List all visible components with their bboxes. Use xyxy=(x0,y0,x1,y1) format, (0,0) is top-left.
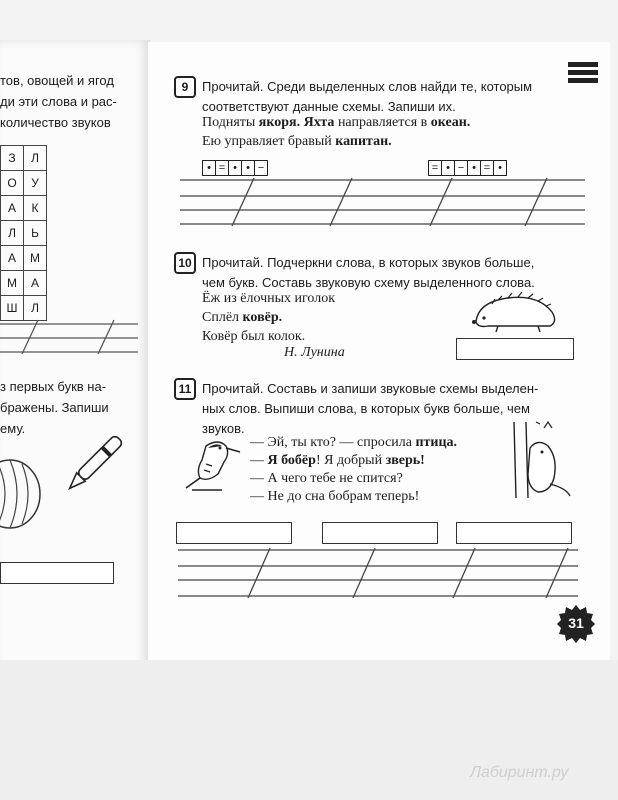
poem-line xyxy=(202,309,442,327)
task11-dialogue xyxy=(250,434,500,506)
sound-scheme-2 xyxy=(428,160,507,176)
instruction-line: звуков. xyxy=(202,421,245,436)
text-part: ! Я добрый xyxy=(315,453,386,468)
dialogue-line xyxy=(250,452,500,470)
left-text-line: ему. xyxy=(0,421,26,436)
highlighted-word: зверь! xyxy=(385,453,425,468)
highlighted-word: капитан. xyxy=(335,134,392,149)
task9-sentence xyxy=(202,114,582,132)
grid-cell: О xyxy=(1,171,24,196)
scheme-cell: • xyxy=(468,161,481,175)
task-number-10: 10 xyxy=(174,252,196,274)
highlighted-word: ковёр. xyxy=(242,310,283,325)
grid-cell: Ь xyxy=(24,221,47,246)
woodpecker-illustration xyxy=(178,430,244,496)
task11-writing-lines[interactable] xyxy=(178,544,588,602)
grid-cell: А xyxy=(1,246,24,271)
text-part: — xyxy=(250,453,268,468)
instruction-line: ных слов. Выпиши слова, в которых букв больше, чем xyxy=(202,401,530,416)
dialogue-line: — Не до сна бобрам теперь! xyxy=(250,489,420,504)
task9-sentence xyxy=(202,133,582,151)
grid-cell: К xyxy=(24,196,47,221)
text-part: направляется в xyxy=(334,115,431,130)
sound-scheme-1 xyxy=(202,160,268,176)
dialogue-line xyxy=(250,434,500,452)
scheme-cell: = xyxy=(216,161,229,175)
scheme-cell: • xyxy=(242,161,255,175)
task10-poem xyxy=(202,290,442,346)
task9-text xyxy=(202,114,582,151)
instruction-line: чем букв. Составь звуковую схему выделенного слова. xyxy=(202,275,535,290)
text-part: Ею управляет бравый xyxy=(202,134,336,149)
scheme-cell: • xyxy=(229,161,242,175)
grid-cell: Л xyxy=(24,296,47,321)
grid-cell: Л xyxy=(1,221,24,246)
grid-cell: У xyxy=(24,171,47,196)
highlighted-word: птица. xyxy=(415,435,458,450)
poem-line: Ковёр был колок. xyxy=(202,329,306,344)
left-writing-lines xyxy=(0,312,140,364)
answer-box[interactable] xyxy=(176,522,292,544)
left-page-text-bottom xyxy=(0,378,148,437)
text-part: Сплёл xyxy=(202,310,243,325)
answer-box[interactable] xyxy=(456,522,572,544)
grid-cell: Л xyxy=(24,146,47,171)
instruction-line: Прочитай. Среди выделенных слов найди те, которым xyxy=(202,79,533,94)
watermark-text: Лабиринт.ру xyxy=(470,764,569,781)
instruction-line: Прочитай. Подчеркни слова, в которых звуков больше, xyxy=(202,255,535,270)
scheme-cell: • xyxy=(498,162,502,174)
watermelon-illustration xyxy=(0,452,48,532)
answer-box[interactable] xyxy=(0,562,114,584)
task9-writing-lines[interactable] xyxy=(180,176,590,228)
left-text-line: бражены. Запиши xyxy=(0,400,109,415)
scheme-cell: − xyxy=(257,162,265,174)
scheme-cell: = xyxy=(429,161,442,175)
highlighted-word: океан. xyxy=(430,115,471,130)
task-number-11: 11 xyxy=(174,378,196,400)
dialogue-line: — А чего тебе не спится? xyxy=(250,471,403,486)
grid-cell: М xyxy=(1,271,24,296)
pen-illustration xyxy=(58,430,128,500)
task-number-9: 9 xyxy=(174,76,196,98)
left-text-line: з первых букв на- xyxy=(0,379,107,394)
task9-instruction xyxy=(202,78,582,115)
page-number: 31 xyxy=(568,615,584,631)
task10-instruction xyxy=(202,254,592,291)
grid-cell: А xyxy=(1,196,24,221)
grid-cell: Ш xyxy=(1,296,24,321)
left-page-text-top xyxy=(0,72,148,131)
instruction-line: Прочитай. Составь и запиши звуковые схемы выделен- xyxy=(202,381,539,396)
grid-cell: М xyxy=(24,246,47,271)
grid-cell: З xyxy=(1,146,24,171)
scheme-cell: = xyxy=(481,161,494,175)
letter-grid xyxy=(0,145,47,321)
answer-box[interactable] xyxy=(322,522,438,544)
scheme-cell: • xyxy=(203,161,216,175)
instruction-line: соответствуют данные схемы. Запиши их. xyxy=(202,99,456,114)
scheme-cell: • xyxy=(442,161,455,175)
text-part: — Эй, ты кто? — спросила xyxy=(250,435,416,450)
left-text-line: количество звуков xyxy=(0,115,111,130)
highlighted-word: Я бобёр xyxy=(267,453,316,468)
beaver-illustration xyxy=(504,418,576,500)
grid-cell: А xyxy=(24,271,47,296)
poem-author: Н. Лунина xyxy=(284,345,345,360)
left-text-line: ди эти слова и рас- xyxy=(0,94,117,109)
hedgehog-illustration xyxy=(468,290,568,334)
scheme-cell: − xyxy=(455,161,468,175)
poem-line: Ёж из ёлочных иголок xyxy=(202,291,336,306)
text-part: Подняты xyxy=(202,115,259,130)
left-text-line: тов, овощей и ягод xyxy=(0,73,114,88)
highlighted-word: якоря. Яхта xyxy=(258,115,335,130)
answer-box[interactable] xyxy=(456,338,574,360)
